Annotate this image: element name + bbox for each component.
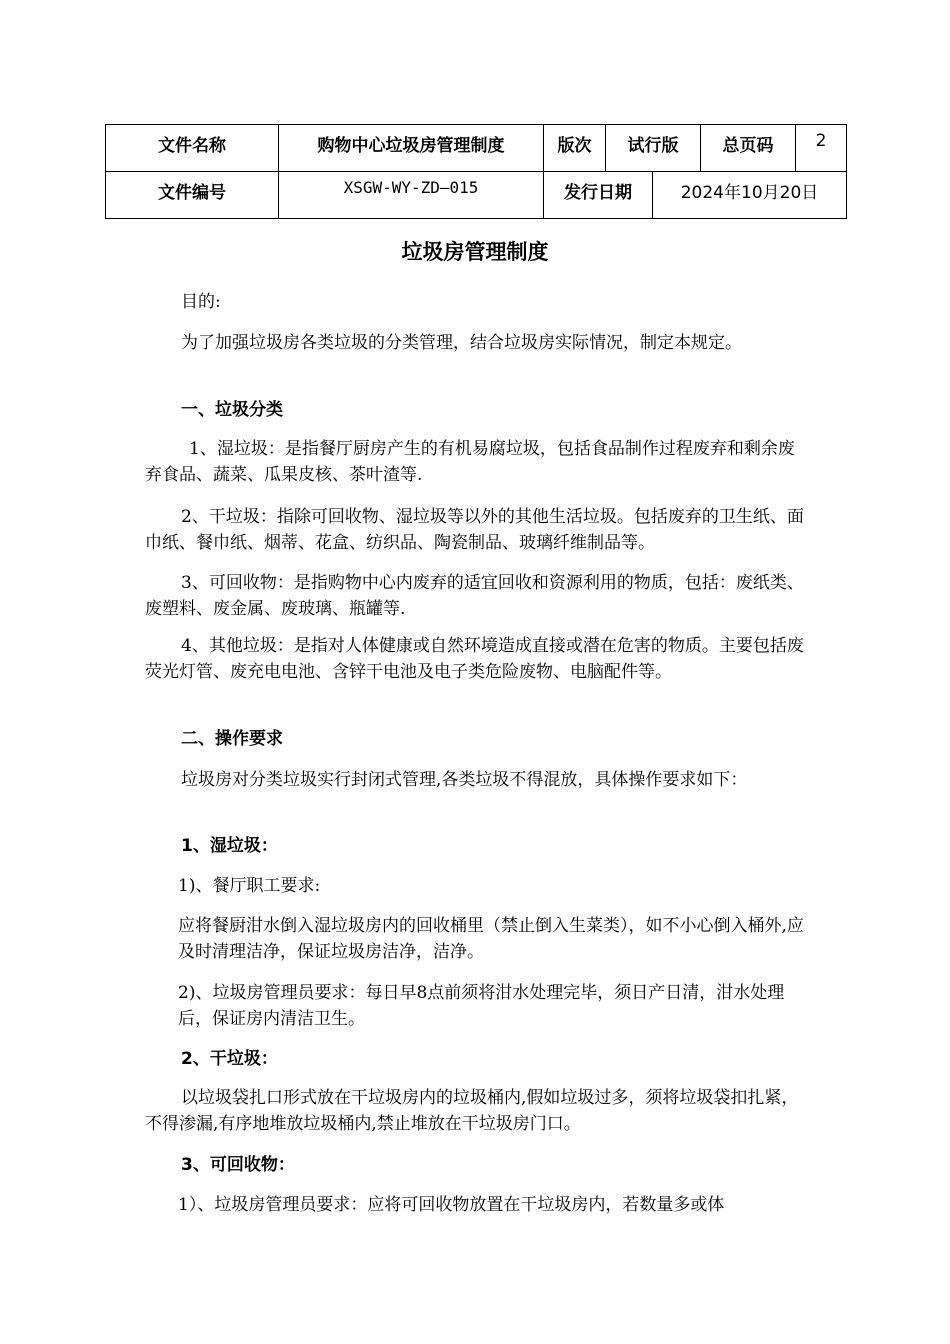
recyclable-text: 1）、垃圾房管理员要求：应将可回收物放置在干垃圾房内，若数量多或体 (178, 1195, 725, 1215)
wet-heading: 1、湿垃圾： (181, 836, 278, 856)
purpose-text: 为了加强垃圾房各类垃圾的分类管理，结合垃圾房实际情况，制定本规定。 (181, 333, 742, 353)
section1-item-4: 4、其他垃圾：是指对人体健康或自然环境造成直接或潜在危害的物质。主要包括废荧光灯管、废充电电池、含锌干电池及电子类危险废物、电脑配件等。 (145, 636, 804, 682)
section1-item-3: 3、可回收物：是指购物中心内废弃的适宜回收和资源利用的物质，包括：废纸类、废塑料、废金属、废玻璃、瓶罐等. (145, 573, 804, 619)
recyclable-heading: 3、可回收物： (181, 1155, 295, 1175)
label-version: 版次 (544, 125, 606, 172)
label-file-name: 文件名称 (106, 125, 279, 172)
label-total-pages: 总页码 (701, 125, 796, 172)
section2-intro: 垃圾房对分类垃圾实行封闭式管理,各类垃圾不得混放，具体操作要求如下： (181, 770, 748, 790)
page-title: 垃圾房管理制度 (401, 240, 549, 264)
section1-heading: 一、垃圾分类 (181, 400, 283, 420)
section2-heading: 二、操作要求 (181, 729, 283, 749)
file-no-value: XSGW-WY-ZD—015 (279, 172, 544, 219)
section1-item-2: 2、干垃圾：指除可回收物、湿垃圾等以外的其他生活垃圾。包括废弃的卫生纸、面巾纸、餐巾纸、烟蒂、花盒、纺织品、陶瓷制品、玻璃纤维制品等。 (145, 507, 804, 553)
dry-heading: 2、干垃圾： (181, 1049, 278, 1069)
section1-item-1: 1、湿垃圾：是指餐厅厨房产生的有机易腐垃圾，包括食品制作过程废弃和剩余废弃食品、蔬菜、瓜果皮核、茶叶渣等. (145, 439, 795, 485)
header-row-2 (106, 172, 847, 219)
label-issue-date: 发行日期 (544, 172, 653, 219)
total-pages-value: 2 (796, 125, 847, 172)
purpose-label: 目的: (181, 292, 221, 312)
wet-staff-label: 1)、餐厅职工要求: (178, 876, 321, 896)
wet-manager-text: 2)、垃圾房管理员要求：每日早8点前须将泔水处理完毕，须日产日清，泔水处理后，保证房内清洁卫生。 (178, 983, 785, 1029)
document-header-table (105, 124, 847, 219)
header-row-1 (106, 125, 847, 172)
issue-date-value: 2024年10月20日 (653, 172, 847, 219)
file-name: 购物中心垃圾房管理制度 (279, 125, 544, 172)
wet-staff-text: 应将餐厨泔水倒入湿垃圾房内的回收桶里（禁止倒入生菜类），如不小心倒入桶外,应及时清理洁净，保证垃圾房洁净，洁净。 (178, 916, 804, 962)
version-value: 试行版 (606, 125, 701, 172)
dry-text: 以垃圾袋扎口形式放在干垃圾房内的垃圾桶内,假如垃圾过多，须将垃圾袋扣扎紧，不得渗漏,有序地堆放垃圾桶内,禁止堆放在干垃圾房门口。 (145, 1088, 799, 1134)
label-file-no: 文件编号 (106, 172, 279, 219)
